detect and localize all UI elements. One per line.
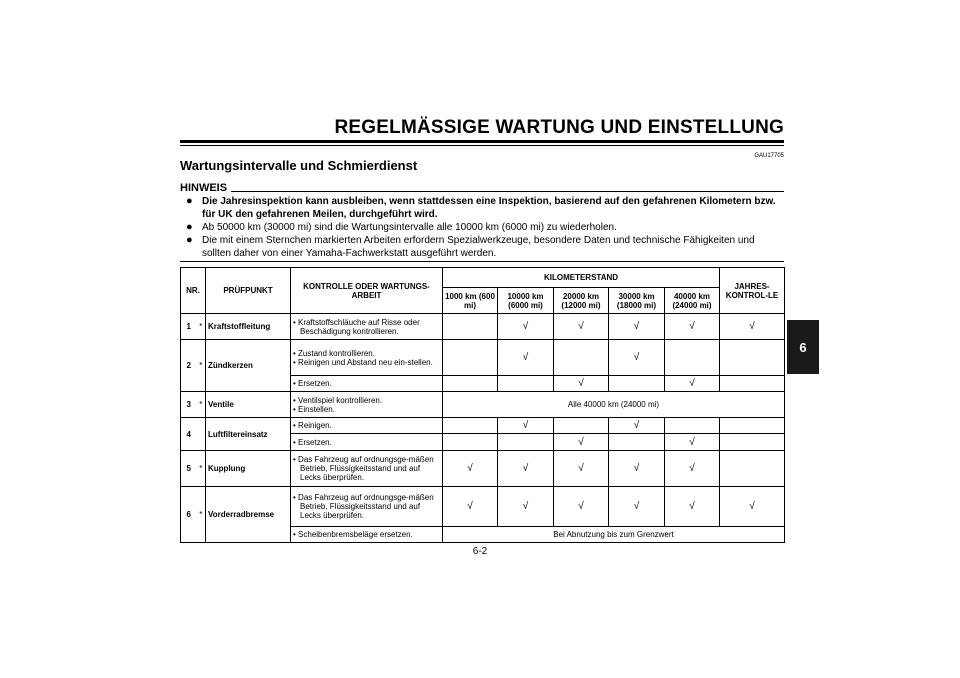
bullet-icon: ● bbox=[186, 234, 193, 246]
check-cell bbox=[665, 340, 720, 376]
row-number: 3 bbox=[181, 392, 197, 418]
bullet-icon: ● bbox=[186, 195, 193, 207]
task-cell: • Kraftstoffschläuche auf Risse oder Beschädigung kontrollieren. bbox=[291, 314, 443, 340]
check-mark: √ bbox=[609, 314, 665, 340]
check-cell bbox=[720, 340, 785, 376]
hinweis-item: ● Die Jahresinspektion kann ausbleiben, wenn stattdessen eine Inspektion, basierend auf den gefahrenen Kilometern bzw. für UK den gefahrenen Meilen, durchgeführt wird. bbox=[186, 195, 776, 220]
check-cell bbox=[443, 418, 498, 434]
header-nr: NR. bbox=[181, 268, 206, 314]
section-heading: Wartungsintervalle und Schmierdienst bbox=[180, 158, 418, 173]
check-cell bbox=[443, 314, 498, 340]
row-number: 2 bbox=[181, 340, 197, 392]
check-mark: √ bbox=[720, 314, 785, 340]
asterisk-mark: * bbox=[197, 340, 206, 392]
check-cell bbox=[443, 376, 498, 392]
check-mark: √ bbox=[665, 434, 720, 451]
asterisk-mark: * bbox=[197, 451, 206, 487]
check-item: Zündkerzen bbox=[206, 340, 291, 392]
check-cell bbox=[554, 340, 609, 376]
task-cell: • Scheibenbremsbeläge ersetzen. bbox=[291, 527, 443, 543]
hinweis-item: ● Ab 50000 km (30000 mi) sind die Wartungsintervalle alle 10000 km (6000 mi) zu wiederholen. bbox=[186, 221, 617, 233]
page-title: REGELMÄSSIGE WARTUNG UND EINSTELLUNG bbox=[334, 117, 784, 138]
hinweis-header bbox=[180, 182, 784, 194]
check-mark: √ bbox=[498, 487, 554, 527]
check-mark: √ bbox=[554, 487, 609, 527]
check-item: Luftfiltereinsatz bbox=[206, 418, 291, 451]
row-number: 5 bbox=[181, 451, 197, 487]
check-mark: √ bbox=[443, 451, 498, 487]
header-km: 10000 km (6000 mi) bbox=[498, 288, 554, 314]
header-km: 1000 km (600 mi) bbox=[443, 288, 498, 314]
task-cell: • Ersetzen. bbox=[291, 376, 443, 392]
hinweis-item: ● Die mit einem Sternchen markierten Arbeiten erfordern Spezialwerkzeuge, besondere Daten und technische Fähigkeiten und sollten daher von einer Yamaha-Fachwerkstatt ausgeführt werden. bbox=[186, 234, 755, 259]
check-cell bbox=[554, 418, 609, 434]
task-cell: • Zustand kontrollieren. • Reinigen und Abstand neu ein-stellen. bbox=[291, 340, 443, 376]
check-cell bbox=[498, 434, 554, 451]
header-kilometerstand: KILOMETERSTAND bbox=[443, 268, 720, 288]
header-kontrolle: KONTROLLE ODER WARTUNGS-ARBEIT bbox=[291, 268, 443, 314]
table-row bbox=[181, 418, 785, 434]
check-mark: √ bbox=[609, 451, 665, 487]
hinweis-list bbox=[184, 195, 786, 260]
check-cell bbox=[498, 376, 554, 392]
table-row bbox=[181, 314, 785, 340]
check-item: Kupplung bbox=[206, 451, 291, 487]
check-cell bbox=[720, 434, 785, 451]
check-cell bbox=[720, 376, 785, 392]
check-item: Kraftstoffleitung bbox=[206, 314, 291, 340]
task-cell: • Reinigen. bbox=[291, 418, 443, 434]
check-mark: √ bbox=[554, 376, 609, 392]
check-mark: √ bbox=[665, 487, 720, 527]
check-item: Vorderradbremse bbox=[206, 487, 291, 543]
check-mark: √ bbox=[554, 314, 609, 340]
check-cell bbox=[609, 376, 665, 392]
task-cell: • Das Fahrzeug auf ordnungsge-mäßen Betrieb, Flüssigkeitsstand und auf Lecks überprüfen. bbox=[291, 451, 443, 487]
check-cell bbox=[665, 418, 720, 434]
table-header-row bbox=[181, 268, 785, 288]
header-km: 30000 km (18000 mi) bbox=[609, 288, 665, 314]
check-mark: √ bbox=[554, 451, 609, 487]
asterisk-mark: * bbox=[197, 314, 206, 340]
check-mark: √ bbox=[498, 340, 554, 376]
interval-note: Bei Abnutzung bis zum Grenzwert bbox=[443, 527, 785, 543]
table-row bbox=[181, 451, 785, 487]
table-row bbox=[181, 487, 785, 527]
title-rule-thick bbox=[180, 140, 784, 143]
check-mark: √ bbox=[498, 314, 554, 340]
bullet-icon: ● bbox=[186, 221, 193, 233]
check-cell bbox=[609, 434, 665, 451]
hinweis-label: HINWEIS bbox=[180, 182, 231, 194]
header-km: 20000 km (12000 mi) bbox=[554, 288, 609, 314]
task-cell: • Das Fahrzeug auf ordnungsge-mäßen Betrieb, Flüssigkeitsstand und auf Lecks überprüfen. bbox=[291, 487, 443, 527]
header-jahreskontrolle: JAHRES-KONTROL-LE bbox=[720, 268, 785, 314]
check-mark: √ bbox=[443, 487, 498, 527]
task-cell: • Ventilspiel kontrollieren. • Einstellen. bbox=[291, 392, 443, 418]
asterisk-cell bbox=[197, 418, 206, 451]
header-km: 40000 km (24000 mi) bbox=[665, 288, 720, 314]
row-number: 4 bbox=[181, 418, 197, 451]
task-cell: • Ersetzen. bbox=[291, 434, 443, 451]
row-number: 6 bbox=[181, 487, 197, 543]
interval-note: Alle 40000 km (24000 mi) bbox=[443, 392, 785, 418]
asterisk-mark: * bbox=[197, 487, 206, 543]
chapter-tab: 6 bbox=[787, 320, 819, 374]
hinweis-end-rule bbox=[180, 261, 784, 262]
check-mark: √ bbox=[609, 340, 665, 376]
check-mark: √ bbox=[554, 434, 609, 451]
table-row bbox=[181, 340, 785, 376]
check-mark: √ bbox=[498, 451, 554, 487]
asterisk-mark: * bbox=[197, 392, 206, 418]
check-mark: √ bbox=[609, 487, 665, 527]
check-cell bbox=[720, 418, 785, 434]
check-item: Ventile bbox=[206, 392, 291, 418]
row-number: 1 bbox=[181, 314, 197, 340]
page-number: 6-2 bbox=[472, 546, 488, 557]
check-mark: √ bbox=[720, 487, 785, 527]
check-mark: √ bbox=[665, 314, 720, 340]
check-cell bbox=[443, 434, 498, 451]
check-mark: √ bbox=[498, 418, 554, 434]
title-rule-thin bbox=[180, 145, 784, 146]
table-row bbox=[181, 392, 785, 418]
header-pruefpunkt: PRÜFPUNKT bbox=[206, 268, 291, 314]
document-code: GAU17705 bbox=[754, 153, 784, 159]
check-mark: √ bbox=[665, 376, 720, 392]
maintenance-table bbox=[180, 267, 785, 543]
check-cell bbox=[720, 451, 785, 487]
check-mark: √ bbox=[665, 451, 720, 487]
check-mark: √ bbox=[609, 418, 665, 434]
hinweis-rule bbox=[180, 191, 784, 192]
check-cell bbox=[443, 340, 498, 376]
